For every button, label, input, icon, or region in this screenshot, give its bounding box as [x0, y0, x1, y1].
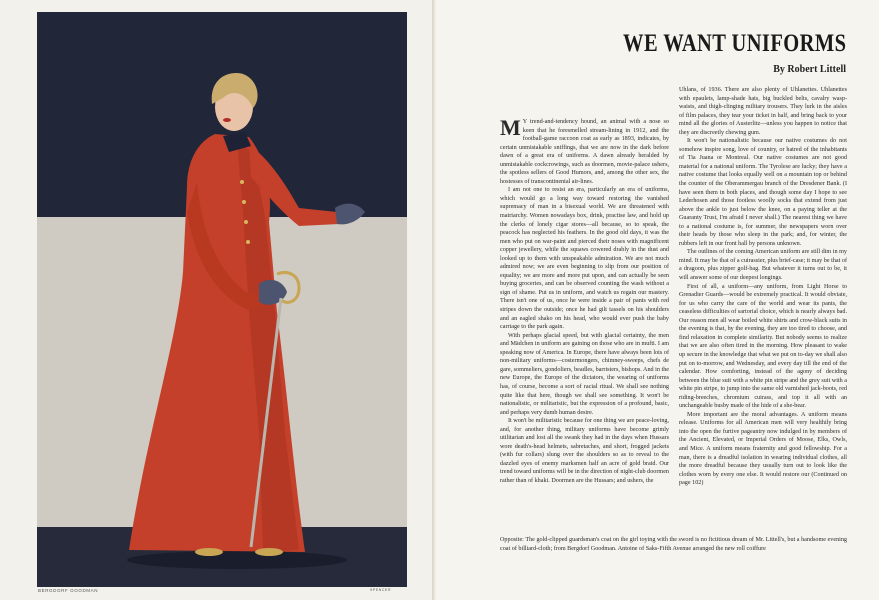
paragraph: The outlines of the coming American uniform are still dim in my mind. It may be that of a cuirassier, plus brief-case; it may be that of a dragoon, plus zipper golf-bag. But whatever it turns out to be, it will answer some of our deepest longings. — [679, 249, 847, 282]
paragraph: M Y trend-and-tendency hound, an animal with a nose so keen that he foresmelled stream-lining in 1912, and the football-game raccoon coat as early as 1893, indicates, by certain unmistakable sniffings, that we are now in the dark before dawn of a great era of uniforms. A dawn already heralded by unmistakable cockcrowings, such as doormen, movie-palace ushers, the spotless sellers of Good Humors, and, among the other sex, the hostesses of transcontinental air-lines. — [500, 115, 669, 185]
paragraph: It won't be nationalistic because our native costumes do not somehow inspire song, love of country, or hatred of the inhabitants of Tia Juana or Montreal. Our native costumes are not good material for a national uniform. The Tyrolese are lucky; they have a native costume that looks equally well on a mountain top or behind the counter of the Oberammergau branch of the Dresdener Bank. (I have seen them in both places, and though some day I hope to see Lederhosen and those footless woolly socks that extend from just above the ankle to just below the knee, on a paying teller at the Guaranty Trust, I'm afraid I never shall.) The nearest thing we have to a national costume is, for summer, the newspapers worn over their heads by those who sleep in the park; and, for winter, the rubbers left in our front hall by persons unknown. — [679, 138, 847, 247]
left-page — [0, 0, 432, 600]
fashion-photograph — [37, 12, 407, 587]
paragraph: More important are the moral advantages. A uniform means release. Uniforms for all American men will very healthily bring into the open the furtive pageantry now indulged in by members of the Ancient, Elevated, or Imperial Orders of Moose, Elks, Owls, and Mice. A uniform means fraternity and good fellowship. For a man, there is a dreadful isolation in wearing individual clothes, all the more dreadful because they usually turn out to look like the clothes worn by every one else. It would restore our (Continued on page 102) — [679, 411, 847, 487]
photo-credit-left: BERGDORF GOODMAN — [38, 588, 99, 593]
woman-in-red-coat-image — [37, 12, 407, 587]
paragraph: Uhlans, of 1936. There are also plenty of Uhlanettes. Uhlanettes with epaulets, lamp-shade hats, big buckled belts, cavalry wasp-waists, and thigh-clinging military trousers. They lurk in the aisles of film palaces, they tear your ticket in half, and bring back to your mind all the glories of Austerlitz—unless you happen to notice that they are discreetly chewing gum. — [679, 87, 847, 136]
article-title: WE WANT UNIFORMS — [622, 30, 846, 57]
drop-cap: M — [500, 115, 521, 140]
text-column-2 — [679, 86, 847, 488]
caption-text: Opposite: The gold-clipped guardsman's coat on the girl toying with the sword is no fictitious dream of Mr. Littell's, but a handsome evening coat of billiard-cloth; from Bergdorf Goodman. Antoine of Saks-Fifth Avenue arranged the new roll coiffure — [500, 537, 847, 552]
article-byline: By Robert Littell — [773, 64, 846, 75]
text-column-1 — [500, 115, 669, 486]
paragraph: I am not one to resist an era, particularly an era of uniforms, which would go a long way toward restoring the vanished supremacy of man in a bisexual world. We are threatened with matriarchy. Women nowadays box, drink, practise law, and hold up the clerks of lonely cigar stores—all because, so to speak, the peacock has neglected his feathers. In the good old days, it was the men who put on war-paint and pierced their noses with magnificent copper jewellery, while the squaws cowered drably in the dust and looked up to them with unspeakable admiration. We are not much admired now; we are even beginning to slip from our position of equality; we are more and more put upon, and can actually be seen buying groceries, and can be observed counting the wash without a sign of shame. Put us in uniform, and watch us regain our mastery. There isn't one of us, once he were inside a pair of pants with red stripes down the outside; once he had gilt tassels on his shoulders and an eagled shako on his head, who would ever push the baby carriage to the park again. — [500, 187, 669, 331]
right-page — [436, 0, 879, 600]
photo-caption — [500, 536, 847, 553]
paragraph: First of all, a uniform—any uniform, from Light Horse to Grenadier Guards—would be extremely practical. It would obviate, for us who carry the care of the world and wear its pants, the ceaseless difficulties of sartorial choice, which is nearly always bad. Our reason men all wear boiled white shirts and crow-black suits in the evening is that, by the evening, they are too tired to choose, and find relaxation in complete similarity. But nobody seems to realize that we are also often tired in the morning. How pleasant to wake up secure in the knowledge that what we put on to-day we shall also put on to-morrow, and Wednesday, and every day till the end of the calendar. How comforting, instead of the agony of deciding between the blue suit with a white pin stripe and the grey suit with a white pin stripe, to jump into the same old varnished jack-boots, red riding-breeches, chromium cuirass, and top it all with an unchangeable busby made of the hide of a she-bear. — [679, 283, 847, 410]
photo-credit-right: SPENCER — [370, 588, 392, 592]
paragraph: It won't be militaristic because for one thing we are peace-loving, and, for another thing, military uniforms have become grimly utilitarian and lost all the swank they had in the days when Hussars wore death's-head helmets, sabretaches, and short, frogged jackets (with fur collars) slung over the shoulders so as to reveal to the dazzled eyes of enemy marksmen half an acre of gold braid. Our trend toward uniforms will be in the direction of night-club doormen rather than of khaki. Doormen are the Hussars; and ushers, the — [500, 418, 669, 484]
paragraph: With perhaps glacial speed, but with glacial certainty, the men and Mädchen in uniform are gaining on those who are in mufti. I am speaking now of America. In Europe, there have always been lots of non-military uniforms—costermongers, chimney-sweeps, chefs de gare, sommeliers, gondoliers, beadles, barristers, bishops. And in the new Europe, the Europe of the dictators, the wearing of uniforms has, of course, become a sort of racial ritual. We shall see nothing quite like that here, though we shall see something. It won't be nationalistic, or militaristic, but the expression of a profound, basic, and perhaps very dumb human desire. — [500, 332, 669, 416]
